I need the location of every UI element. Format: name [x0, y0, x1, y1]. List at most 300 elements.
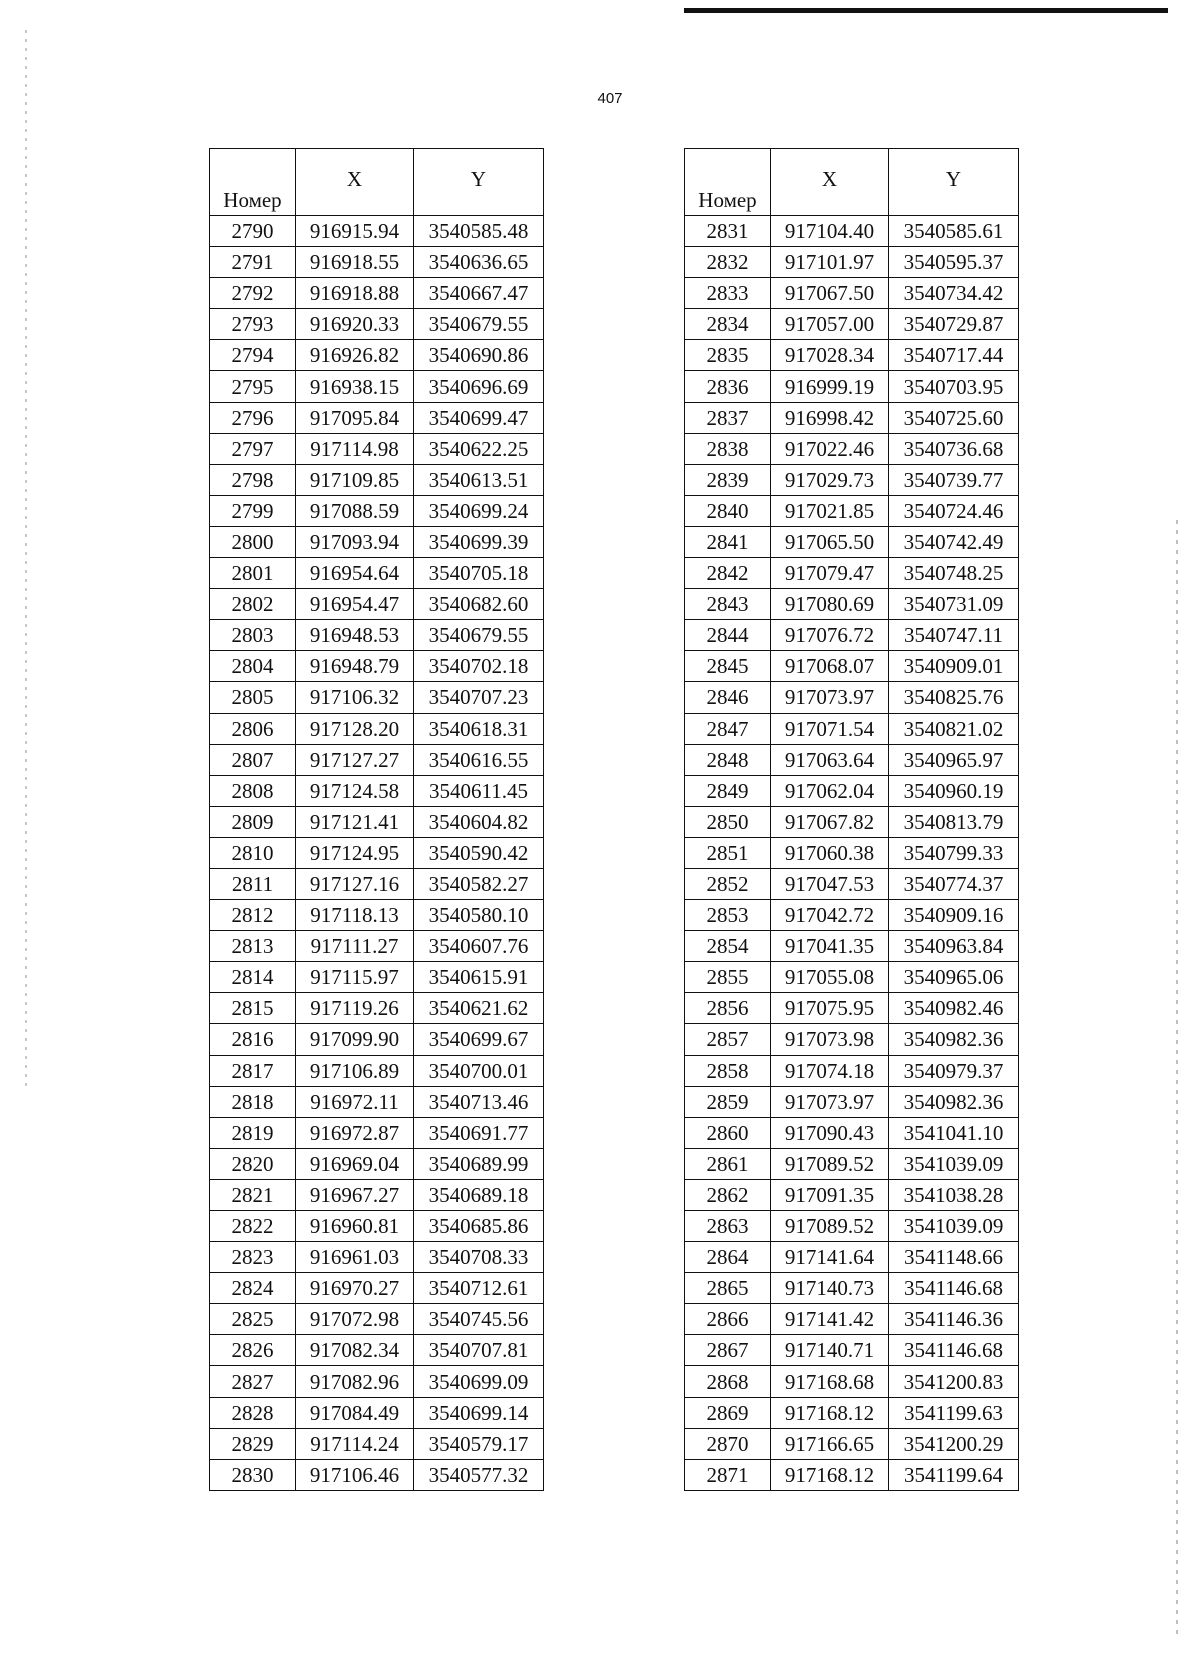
point-number-cell: 2825: [210, 1304, 296, 1335]
table-row: [210, 713, 544, 744]
y-coordinate-cell: 3540713.46: [414, 1086, 544, 1117]
y-coordinate-cell: 3540691.77: [414, 1117, 544, 1148]
y-coordinate-cell: 3540699.39: [414, 526, 544, 557]
y-coordinate-cell: 3540621.62: [414, 993, 544, 1024]
point-number-cell: 2865: [685, 1273, 771, 1304]
y-coordinate-cell: 3540909.16: [889, 900, 1019, 931]
x-coordinate-cell: 917114.24: [296, 1428, 414, 1459]
table-row: [685, 1397, 1019, 1428]
x-coordinate-cell: 917062.04: [771, 775, 889, 806]
point-number-cell: 2838: [685, 433, 771, 464]
y-coordinate-cell: 3540729.87: [889, 309, 1019, 340]
x-coordinate-cell: 917168.12: [771, 1459, 889, 1490]
y-coordinate-cell: 3540699.24: [414, 495, 544, 526]
x-coordinate-cell: 917114.98: [296, 433, 414, 464]
point-number-cell: 2815: [210, 993, 296, 1024]
x-coordinate-cell: 917101.97: [771, 247, 889, 278]
point-number-cell: 2857: [685, 1024, 771, 1055]
x-coordinate-cell: 916972.87: [296, 1117, 414, 1148]
table-row: [685, 371, 1019, 402]
point-number-cell: 2806: [210, 713, 296, 744]
x-coordinate-cell: 917068.07: [771, 651, 889, 682]
x-coordinate-cell: 917076.72: [771, 620, 889, 651]
x-coordinate-cell: 917166.65: [771, 1428, 889, 1459]
table-row: [210, 900, 544, 931]
table-row: [210, 1055, 544, 1086]
y-coordinate-cell: 3540702.18: [414, 651, 544, 682]
x-coordinate-cell: 917099.90: [296, 1024, 414, 1055]
x-coordinate-cell: 917168.12: [771, 1397, 889, 1428]
x-coordinate-cell: 916969.04: [296, 1148, 414, 1179]
point-number-cell: 2858: [685, 1055, 771, 1086]
table-row: [210, 371, 544, 402]
table-row: [685, 775, 1019, 806]
table-row: [685, 278, 1019, 309]
x-coordinate-cell: 916938.15: [296, 371, 414, 402]
point-number-cell: 2799: [210, 495, 296, 526]
point-number-cell: 2793: [210, 309, 296, 340]
column-header-x: X: [296, 149, 414, 216]
x-coordinate-cell: 916954.64: [296, 558, 414, 589]
y-coordinate-cell: 3540685.86: [414, 1211, 544, 1242]
table-row: [685, 1304, 1019, 1335]
y-coordinate-cell: 3541199.64: [889, 1459, 1019, 1490]
table-row: [685, 1428, 1019, 1459]
y-coordinate-cell: 3540613.51: [414, 464, 544, 495]
x-coordinate-cell: 917124.58: [296, 775, 414, 806]
point-number-cell: 2807: [210, 744, 296, 775]
y-coordinate-cell: 3541146.68: [889, 1335, 1019, 1366]
y-coordinate-cell: 3540689.18: [414, 1179, 544, 1210]
point-number-cell: 2827: [210, 1366, 296, 1397]
y-coordinate-cell: 3540696.69: [414, 371, 544, 402]
table-row: [210, 651, 544, 682]
table-row: [210, 1428, 544, 1459]
point-number-cell: 2834: [685, 309, 771, 340]
y-coordinate-cell: 3540679.55: [414, 620, 544, 651]
y-coordinate-cell: 3540585.61: [889, 216, 1019, 247]
x-coordinate-cell: 917073.98: [771, 1024, 889, 1055]
x-coordinate-cell: 917042.72: [771, 900, 889, 931]
y-coordinate-cell: 3541039.09: [889, 1148, 1019, 1179]
point-number-cell: 2814: [210, 962, 296, 993]
y-coordinate-cell: 3540965.06: [889, 962, 1019, 993]
y-coordinate-cell: 3541146.36: [889, 1304, 1019, 1335]
x-coordinate-cell: 917106.89: [296, 1055, 414, 1086]
point-number-cell: 2822: [210, 1211, 296, 1242]
table-row: [210, 340, 544, 371]
x-coordinate-cell: 917047.53: [771, 868, 889, 899]
table-row: [210, 433, 544, 464]
y-coordinate-cell: 3540774.37: [889, 868, 1019, 899]
scan-edge-left: [25, 30, 27, 1090]
table-row: [685, 558, 1019, 589]
x-coordinate-cell: 917074.18: [771, 1055, 889, 1086]
table-row: [210, 1086, 544, 1117]
x-coordinate-cell: 917104.40: [771, 216, 889, 247]
y-coordinate-cell: 3540982.46: [889, 993, 1019, 1024]
point-number-cell: 2831: [685, 216, 771, 247]
x-coordinate-cell: 916926.82: [296, 340, 414, 371]
point-number-cell: 2844: [685, 620, 771, 651]
y-coordinate-cell: 3540707.81: [414, 1335, 544, 1366]
table-row: [210, 402, 544, 433]
y-coordinate-cell: 3540667.47: [414, 278, 544, 309]
x-coordinate-cell: 917128.20: [296, 713, 414, 744]
y-coordinate-cell: 3540731.09: [889, 589, 1019, 620]
x-coordinate-cell: 917029.73: [771, 464, 889, 495]
point-number-cell: 2811: [210, 868, 296, 899]
x-coordinate-cell: 916918.55: [296, 247, 414, 278]
x-coordinate-cell: 916967.27: [296, 1179, 414, 1210]
y-coordinate-cell: 3540909.01: [889, 651, 1019, 682]
x-coordinate-cell: 917073.97: [771, 1086, 889, 1117]
y-coordinate-cell: 3540615.91: [414, 962, 544, 993]
point-number-cell: 2839: [685, 464, 771, 495]
table-row: [210, 1179, 544, 1210]
table-row: [685, 1459, 1019, 1490]
table-row: [210, 931, 544, 962]
y-coordinate-cell: 3540965.97: [889, 744, 1019, 775]
table-row: [210, 1211, 544, 1242]
point-number-cell: 2818: [210, 1086, 296, 1117]
table-row: [210, 558, 544, 589]
point-number-cell: 2796: [210, 402, 296, 433]
x-coordinate-cell: 917080.69: [771, 589, 889, 620]
y-coordinate-cell: 3540825.76: [889, 682, 1019, 713]
x-coordinate-cell: 917075.95: [771, 993, 889, 1024]
y-coordinate-cell: 3540745.56: [414, 1304, 544, 1335]
point-number-cell: 2849: [685, 775, 771, 806]
x-coordinate-cell: 916954.47: [296, 589, 414, 620]
point-number-cell: 2864: [685, 1242, 771, 1273]
x-coordinate-cell: 917121.41: [296, 806, 414, 837]
x-coordinate-cell: 917072.98: [296, 1304, 414, 1335]
point-number-cell: 2810: [210, 837, 296, 868]
x-coordinate-cell: 917109.85: [296, 464, 414, 495]
table-row: [210, 837, 544, 868]
y-coordinate-cell: 3541041.10: [889, 1117, 1019, 1148]
table-row: [685, 433, 1019, 464]
point-number-cell: 2856: [685, 993, 771, 1024]
table-body-right: [685, 216, 1019, 1491]
x-coordinate-cell: 917091.35: [771, 1179, 889, 1210]
y-coordinate-cell: 3540699.67: [414, 1024, 544, 1055]
x-coordinate-cell: 917063.64: [771, 744, 889, 775]
table-row: [685, 1211, 1019, 1242]
table-row: [210, 495, 544, 526]
point-number-cell: 2852: [685, 868, 771, 899]
y-coordinate-cell: 3540821.02: [889, 713, 1019, 744]
table-row: [685, 744, 1019, 775]
table-row: [210, 278, 544, 309]
table-row: [685, 1179, 1019, 1210]
point-number-cell: 2854: [685, 931, 771, 962]
point-number-cell: 2798: [210, 464, 296, 495]
table-row: [210, 1397, 544, 1428]
x-coordinate-cell: 917106.32: [296, 682, 414, 713]
table-row: [210, 309, 544, 340]
header-rule-accent: [684, 11, 804, 13]
x-coordinate-cell: 916960.81: [296, 1211, 414, 1242]
y-coordinate-cell: 3540712.61: [414, 1273, 544, 1304]
x-coordinate-cell: 916972.11: [296, 1086, 414, 1117]
y-coordinate-cell: 3541148.66: [889, 1242, 1019, 1273]
table-row: [210, 620, 544, 651]
point-number-cell: 2859: [685, 1086, 771, 1117]
point-number-cell: 2794: [210, 340, 296, 371]
x-coordinate-cell: 917141.42: [771, 1304, 889, 1335]
table-row: [685, 1086, 1019, 1117]
table-row: [210, 1273, 544, 1304]
table-header-row: [210, 149, 544, 216]
table-row: [210, 1024, 544, 1055]
table-row: [685, 713, 1019, 744]
table-row: [210, 1117, 544, 1148]
y-coordinate-cell: 3540734.42: [889, 278, 1019, 309]
y-coordinate-cell: 3540699.47: [414, 402, 544, 433]
y-coordinate-cell: 3541038.28: [889, 1179, 1019, 1210]
point-number-cell: 2803: [210, 620, 296, 651]
y-coordinate-cell: 3540616.55: [414, 744, 544, 775]
y-coordinate-cell: 3540582.27: [414, 868, 544, 899]
y-coordinate-cell: 3540700.01: [414, 1055, 544, 1086]
table-row: [210, 1242, 544, 1273]
y-coordinate-cell: 3540590.42: [414, 837, 544, 868]
x-coordinate-cell: 917028.34: [771, 340, 889, 371]
point-number-cell: 2836: [685, 371, 771, 402]
x-coordinate-cell: 917089.52: [771, 1148, 889, 1179]
table-row: [685, 620, 1019, 651]
table-row: [210, 1304, 544, 1335]
table-row: [210, 1459, 544, 1490]
point-number-cell: 2797: [210, 433, 296, 464]
x-coordinate-cell: 916918.88: [296, 278, 414, 309]
x-coordinate-cell: 916948.79: [296, 651, 414, 682]
table-row: [685, 216, 1019, 247]
x-coordinate-cell: 917095.84: [296, 402, 414, 433]
point-number-cell: 2826: [210, 1335, 296, 1366]
x-coordinate-cell: 917127.27: [296, 744, 414, 775]
table-body-left: [210, 216, 544, 1491]
table-row: [685, 1055, 1019, 1086]
table-row: [685, 993, 1019, 1024]
point-number-cell: 2824: [210, 1273, 296, 1304]
coordinates-table-left: [209, 148, 544, 1491]
table-row: [685, 1335, 1019, 1366]
y-coordinate-cell: 3540708.33: [414, 1242, 544, 1273]
y-coordinate-cell: 3540982.36: [889, 1024, 1019, 1055]
y-coordinate-cell: 3541199.63: [889, 1397, 1019, 1428]
table-row: [210, 216, 544, 247]
point-number-cell: 2842: [685, 558, 771, 589]
point-number-cell: 2841: [685, 526, 771, 557]
x-coordinate-cell: 917067.50: [771, 278, 889, 309]
table-row: [210, 1148, 544, 1179]
table-row: [685, 402, 1019, 433]
y-coordinate-cell: 3540579.17: [414, 1428, 544, 1459]
table-row: [685, 1117, 1019, 1148]
table-row: [210, 247, 544, 278]
point-number-cell: 2868: [685, 1366, 771, 1397]
point-number-cell: 2828: [210, 1397, 296, 1428]
point-number-cell: 2845: [685, 651, 771, 682]
point-number-cell: 2792: [210, 278, 296, 309]
point-number-cell: 2833: [685, 278, 771, 309]
table-row: [210, 1366, 544, 1397]
point-number-cell: 2847: [685, 713, 771, 744]
table-row: [685, 962, 1019, 993]
x-coordinate-cell: 917106.46: [296, 1459, 414, 1490]
x-coordinate-cell: 916998.42: [771, 402, 889, 433]
column-header-number: Номер: [685, 149, 771, 216]
y-coordinate-cell: 3540636.65: [414, 247, 544, 278]
point-number-cell: 2820: [210, 1148, 296, 1179]
table-row: [685, 682, 1019, 713]
y-coordinate-cell: 3540611.45: [414, 775, 544, 806]
point-number-cell: 2832: [685, 247, 771, 278]
table-row: [210, 464, 544, 495]
table-row: [685, 1148, 1019, 1179]
x-coordinate-cell: 917168.68: [771, 1366, 889, 1397]
y-coordinate-cell: 3540960.19: [889, 775, 1019, 806]
y-coordinate-cell: 3540679.55: [414, 309, 544, 340]
x-coordinate-cell: 917060.38: [771, 837, 889, 868]
table-row: [685, 1024, 1019, 1055]
y-coordinate-cell: 3540604.82: [414, 806, 544, 837]
table-row: [685, 868, 1019, 899]
y-coordinate-cell: 3540979.37: [889, 1055, 1019, 1086]
table-row: [210, 1335, 544, 1366]
x-coordinate-cell: 917090.43: [771, 1117, 889, 1148]
x-coordinate-cell: 917140.73: [771, 1273, 889, 1304]
y-coordinate-cell: 3540725.60: [889, 402, 1019, 433]
x-coordinate-cell: 917141.64: [771, 1242, 889, 1273]
table-row: [685, 806, 1019, 837]
x-coordinate-cell: 917065.50: [771, 526, 889, 557]
point-number-cell: 2808: [210, 775, 296, 806]
table-row: [685, 651, 1019, 682]
x-coordinate-cell: 916970.27: [296, 1273, 414, 1304]
table-row: [685, 309, 1019, 340]
point-number-cell: 2846: [685, 682, 771, 713]
y-coordinate-cell: 3540742.49: [889, 526, 1019, 557]
x-coordinate-cell: 917055.08: [771, 962, 889, 993]
x-coordinate-cell: 917041.35: [771, 931, 889, 962]
table-row: [685, 1242, 1019, 1273]
column-header-x: X: [771, 149, 889, 216]
point-number-cell: 2813: [210, 931, 296, 962]
x-coordinate-cell: 916915.94: [296, 216, 414, 247]
table-row: [685, 589, 1019, 620]
x-coordinate-cell: 917082.96: [296, 1366, 414, 1397]
y-coordinate-cell: 3541200.83: [889, 1366, 1019, 1397]
point-number-cell: 2829: [210, 1428, 296, 1459]
table-row: [685, 464, 1019, 495]
page-number: 407: [597, 90, 623, 107]
x-coordinate-cell: 916948.53: [296, 620, 414, 651]
point-number-cell: 2862: [685, 1179, 771, 1210]
x-coordinate-cell: 917071.54: [771, 713, 889, 744]
point-number-cell: 2837: [685, 402, 771, 433]
point-number-cell: 2869: [685, 1397, 771, 1428]
x-coordinate-cell: 917140.71: [771, 1335, 889, 1366]
point-number-cell: 2790: [210, 216, 296, 247]
x-coordinate-cell: 917088.59: [296, 495, 414, 526]
x-coordinate-cell: 916920.33: [296, 309, 414, 340]
x-coordinate-cell: 917111.27: [296, 931, 414, 962]
point-number-cell: 2819: [210, 1117, 296, 1148]
table-row: [210, 775, 544, 806]
x-coordinate-cell: 917118.13: [296, 900, 414, 931]
point-number-cell: 2867: [685, 1335, 771, 1366]
y-coordinate-cell: 3540690.86: [414, 340, 544, 371]
point-number-cell: 2866: [685, 1304, 771, 1335]
y-coordinate-cell: 3540963.84: [889, 931, 1019, 962]
x-coordinate-cell: 917084.49: [296, 1397, 414, 1428]
table-row: [210, 526, 544, 557]
x-coordinate-cell: 917082.34: [296, 1335, 414, 1366]
y-coordinate-cell: 3540739.77: [889, 464, 1019, 495]
y-coordinate-cell: 3540699.14: [414, 1397, 544, 1428]
y-coordinate-cell: 3541200.29: [889, 1428, 1019, 1459]
x-coordinate-cell: 917079.47: [771, 558, 889, 589]
coordinates-table-right: [684, 148, 1019, 1491]
y-coordinate-cell: 3540717.44: [889, 340, 1019, 371]
x-coordinate-cell: 917119.26: [296, 993, 414, 1024]
scan-edge-right: [1176, 520, 1178, 1640]
point-number-cell: 2860: [685, 1117, 771, 1148]
x-coordinate-cell: 917022.46: [771, 433, 889, 464]
table-row: [210, 744, 544, 775]
table-row: [210, 806, 544, 837]
x-coordinate-cell: 917067.82: [771, 806, 889, 837]
point-number-cell: 2830: [210, 1459, 296, 1490]
point-number-cell: 2800: [210, 526, 296, 557]
y-coordinate-cell: 3540607.76: [414, 931, 544, 962]
point-number-cell: 2809: [210, 806, 296, 837]
point-number-cell: 2855: [685, 962, 771, 993]
y-coordinate-cell: 3540689.99: [414, 1148, 544, 1179]
y-coordinate-cell: 3540748.25: [889, 558, 1019, 589]
point-number-cell: 2843: [685, 589, 771, 620]
y-coordinate-cell: 3540577.32: [414, 1459, 544, 1490]
y-coordinate-cell: 3540707.23: [414, 682, 544, 713]
table-row: [685, 1366, 1019, 1397]
point-number-cell: 2848: [685, 744, 771, 775]
y-coordinate-cell: 3541146.68: [889, 1273, 1019, 1304]
x-coordinate-cell: 916961.03: [296, 1242, 414, 1273]
point-number-cell: 2821: [210, 1179, 296, 1210]
point-number-cell: 2805: [210, 682, 296, 713]
y-coordinate-cell: 3540982.36: [889, 1086, 1019, 1117]
y-coordinate-cell: 3540580.10: [414, 900, 544, 931]
x-coordinate-cell: 917127.16: [296, 868, 414, 899]
y-coordinate-cell: 3540705.18: [414, 558, 544, 589]
point-number-cell: 2817: [210, 1055, 296, 1086]
y-coordinate-cell: 3540595.37: [889, 247, 1019, 278]
point-number-cell: 2870: [685, 1428, 771, 1459]
y-coordinate-cell: 3540682.60: [414, 589, 544, 620]
table-row: [685, 495, 1019, 526]
table-row: [685, 837, 1019, 868]
point-number-cell: 2816: [210, 1024, 296, 1055]
y-coordinate-cell: 3540813.79: [889, 806, 1019, 837]
table-row: [685, 526, 1019, 557]
table-row: [685, 931, 1019, 962]
table-row: [210, 682, 544, 713]
x-coordinate-cell: 917021.85: [771, 495, 889, 526]
